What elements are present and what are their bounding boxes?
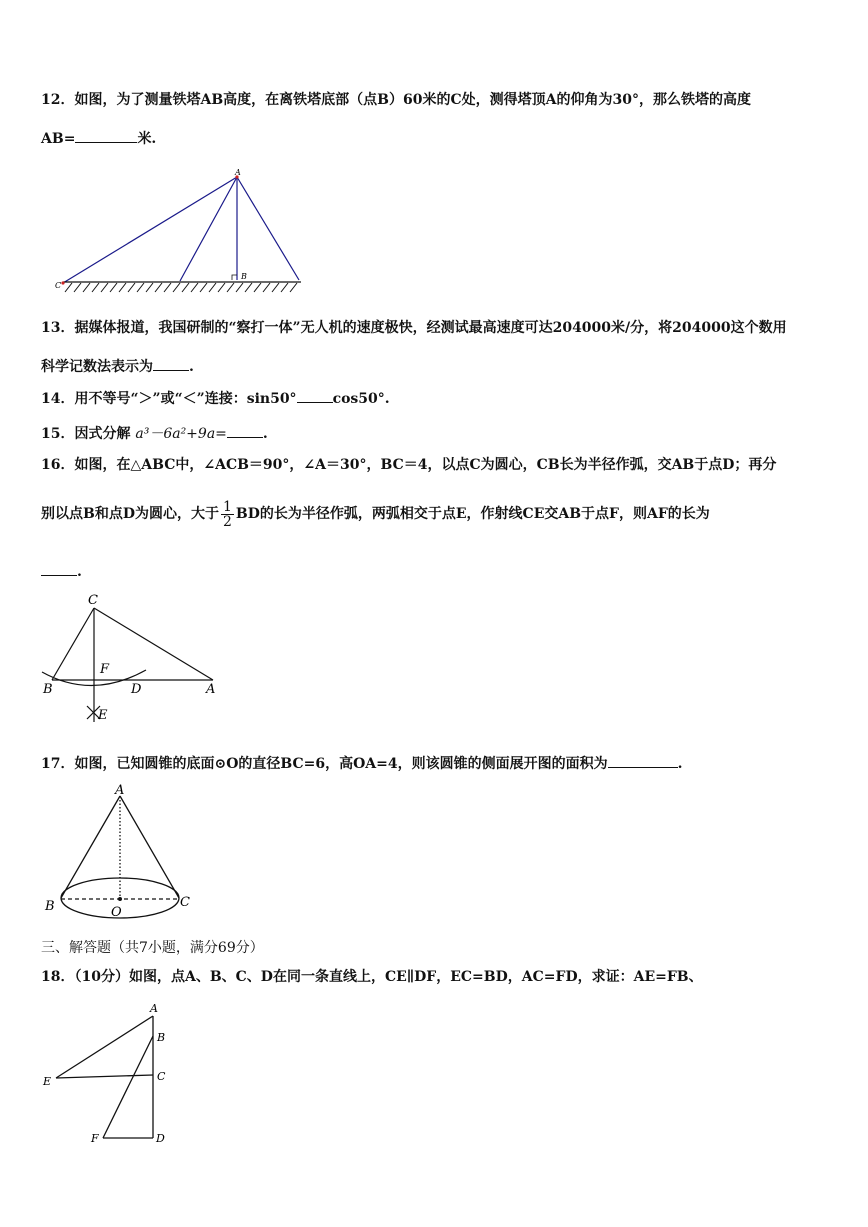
- q18-label-E: E: [43, 1075, 52, 1088]
- q16-label-F: F: [100, 662, 110, 677]
- q16-label-C: C: [88, 593, 98, 608]
- q15-expression: a³－6a²+9a=: [135, 426, 227, 442]
- q16-label-D: D: [131, 682, 142, 697]
- q16-line3-suffix: .: [77, 564, 82, 580]
- q12-label-A: A: [235, 168, 241, 177]
- q13-line2-prefix: 科学记数法表示为: [41, 359, 153, 375]
- q12-label-C: C: [55, 281, 62, 290]
- q16-label-A: A: [206, 682, 216, 697]
- q17-label-O: O: [111, 905, 122, 920]
- q16-line2-prefix: 别以点B和点D为圆心，大于: [41, 506, 219, 522]
- q18-line: 18．（10分）如图，点A、B、C、D在同一条直线上，CE∥DF，EC=BD，AC=FD，求证：AE=FB、: [41, 969, 703, 985]
- q18-label-B: B: [157, 1031, 166, 1044]
- q16-fraction-numerator: 1: [222, 498, 232, 515]
- q12-line1: 12．如图，为了测量铁塔AB高度，在离铁塔底部（点B）60米的C处，测得塔顶A的仰角为30°，那么铁塔的高度: [41, 92, 751, 108]
- q17-prefix: 17．如图，已知圆锥的底面⊙O的直径BC=6，高OA=4，则该圆锥的侧面展开图的面积为: [41, 756, 608, 772]
- q18-label-D: D: [156, 1132, 165, 1145]
- q14-prefix: 14．用不等号“＞”或“＜”连接：sin50°: [41, 391, 297, 407]
- q17-label-C: C: [180, 895, 190, 910]
- q17-suffix: .: [677, 756, 683, 772]
- q16-line2-suffix: BD的长为半径作弧，两弧相交于点E，作射线CE交AB于点F，则AF的长为: [235, 506, 710, 522]
- q14-suffix: cos50°.: [332, 391, 390, 407]
- q17-label-B: B: [45, 899, 55, 914]
- q16-label-E: E: [98, 708, 108, 723]
- q12-label-B: B: [241, 272, 247, 281]
- q12-line2-suffix: 米.: [137, 131, 157, 147]
- q18-label-A: A: [150, 1002, 158, 1015]
- q18-label-C: C: [157, 1070, 166, 1083]
- q13-line1: 13．据媒体报道，我国研制的“察打一体”无人机的速度极快，经测试最高速度可达204000米/分，将204000这个数用: [41, 320, 787, 336]
- q15-suffix: .: [262, 426, 268, 442]
- q18-label-F: F: [91, 1132, 99, 1145]
- q17-label-A: A: [115, 783, 125, 798]
- q16-label-B: B: [43, 682, 53, 697]
- q13-line2-suffix: .: [189, 359, 194, 375]
- q12-line2-prefix: AB=: [41, 131, 76, 147]
- q16-fraction-denominator: 2: [222, 513, 232, 530]
- q15-prefix: 15．因式分解: [41, 426, 131, 442]
- q16-line1: 16．如图，在△ABC中，∠ACB＝90°，∠A＝30°，BC＝4，以点C为圆心，CB长为半径作弧，交AB于点D；再分: [41, 457, 777, 473]
- section3-title: 三、解答题（共7小题，满分69分）: [41, 940, 264, 956]
